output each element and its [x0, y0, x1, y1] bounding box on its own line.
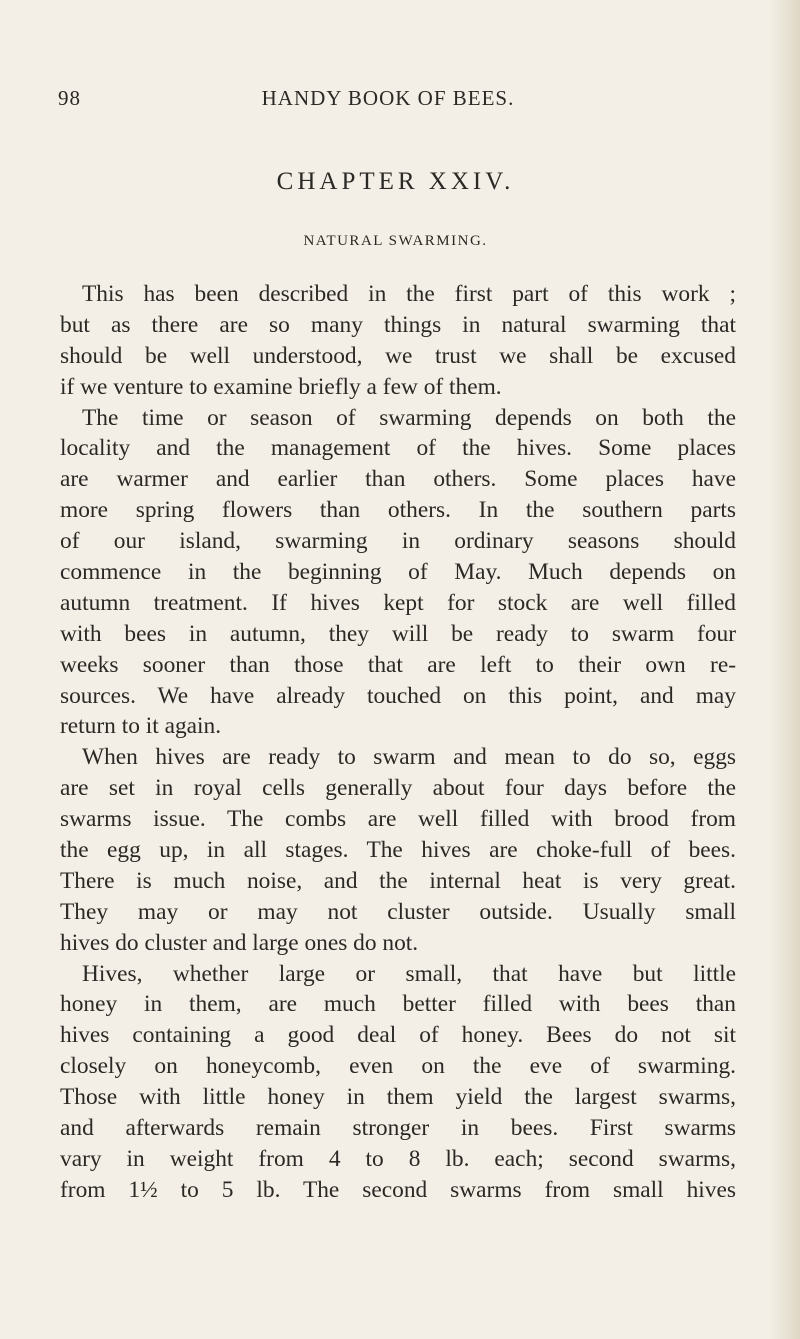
body-text [60, 279, 736, 1206]
text-line: are warmer and earlier than others. Some places have [60, 466, 736, 493]
text-line: sources. We have already touched on this point, and may [60, 682, 736, 709]
text-line: more spring flowers than others. In the southern parts [60, 497, 736, 524]
text-line: closely on honeycomb, even on the eve of swarming. [60, 1053, 736, 1080]
text-line: vary in weight from 4 to 8 lb. each; second swarms, [60, 1145, 736, 1172]
page-edge-shadow [770, 0, 800, 1339]
text-line: locality and the management of the hives. Some places [60, 435, 736, 462]
text-line: hives do cluster and large ones do not. [60, 929, 419, 956]
text-line: are set in royal cells generally about four days before the [60, 775, 736, 802]
text-line: but as there are so many things in natural swarming that [60, 311, 736, 338]
text-line: This has been described in the first part of this work ; [82, 281, 736, 307]
text-line: should be well understood, we trust we shall be excused [60, 342, 736, 369]
text-line: The time or season of swarming depends on both the [82, 404, 736, 431]
text-line: if we venture to examine briefly a few of them. [60, 373, 502, 400]
chapter-title: CHAPTER XXIV. [276, 168, 515, 195]
text-line: return to it again. [60, 713, 222, 740]
text-line: autumn treatment. If hives kept for stock are well filled [60, 589, 736, 616]
text-line: There is much noise, and the internal heat is very great. [60, 867, 736, 894]
book-title: HANDY BOOK OF BEES. [261, 86, 515, 110]
text-line: hives containing a good deal of honey. Bees do not sit [60, 1022, 736, 1049]
text-line: with bees in autumn, they will be ready to swarm four [60, 620, 736, 647]
text-line: of our island, swarming in ordinary seasons should [60, 528, 736, 555]
text-line: weeks sooner than those that are left to their own re- [60, 651, 736, 678]
text-line: the egg up, in all stages. The hives are choke-full of bees. [60, 837, 736, 864]
text-line: Those with little honey in them yield the largest swarms, [60, 1084, 736, 1111]
chapter-subtitle: NATURAL SWARMING. [303, 233, 488, 249]
text-line: When hives are ready to swarm and mean to do so, eggs [82, 744, 736, 771]
text-line: swarms issue. The combs are well filled with brood from [60, 806, 736, 833]
running-head [58, 86, 718, 116]
text-line: They may or may not cluster outside. Usually small [60, 898, 736, 925]
text-line: Hives, whether large or small, that have but little [82, 960, 736, 987]
text-line: commence in the beginning of May. Much depends on [60, 559, 736, 586]
text-line: from 1½ to 5 lb. The second swarms from small hives [60, 1176, 736, 1203]
text-line: and afterwards remain stronger in bees. First swarms [60, 1115, 736, 1142]
text-line: honey in them, are much better filled with bees than [60, 991, 736, 1018]
page-number: 98 [58, 86, 81, 110]
